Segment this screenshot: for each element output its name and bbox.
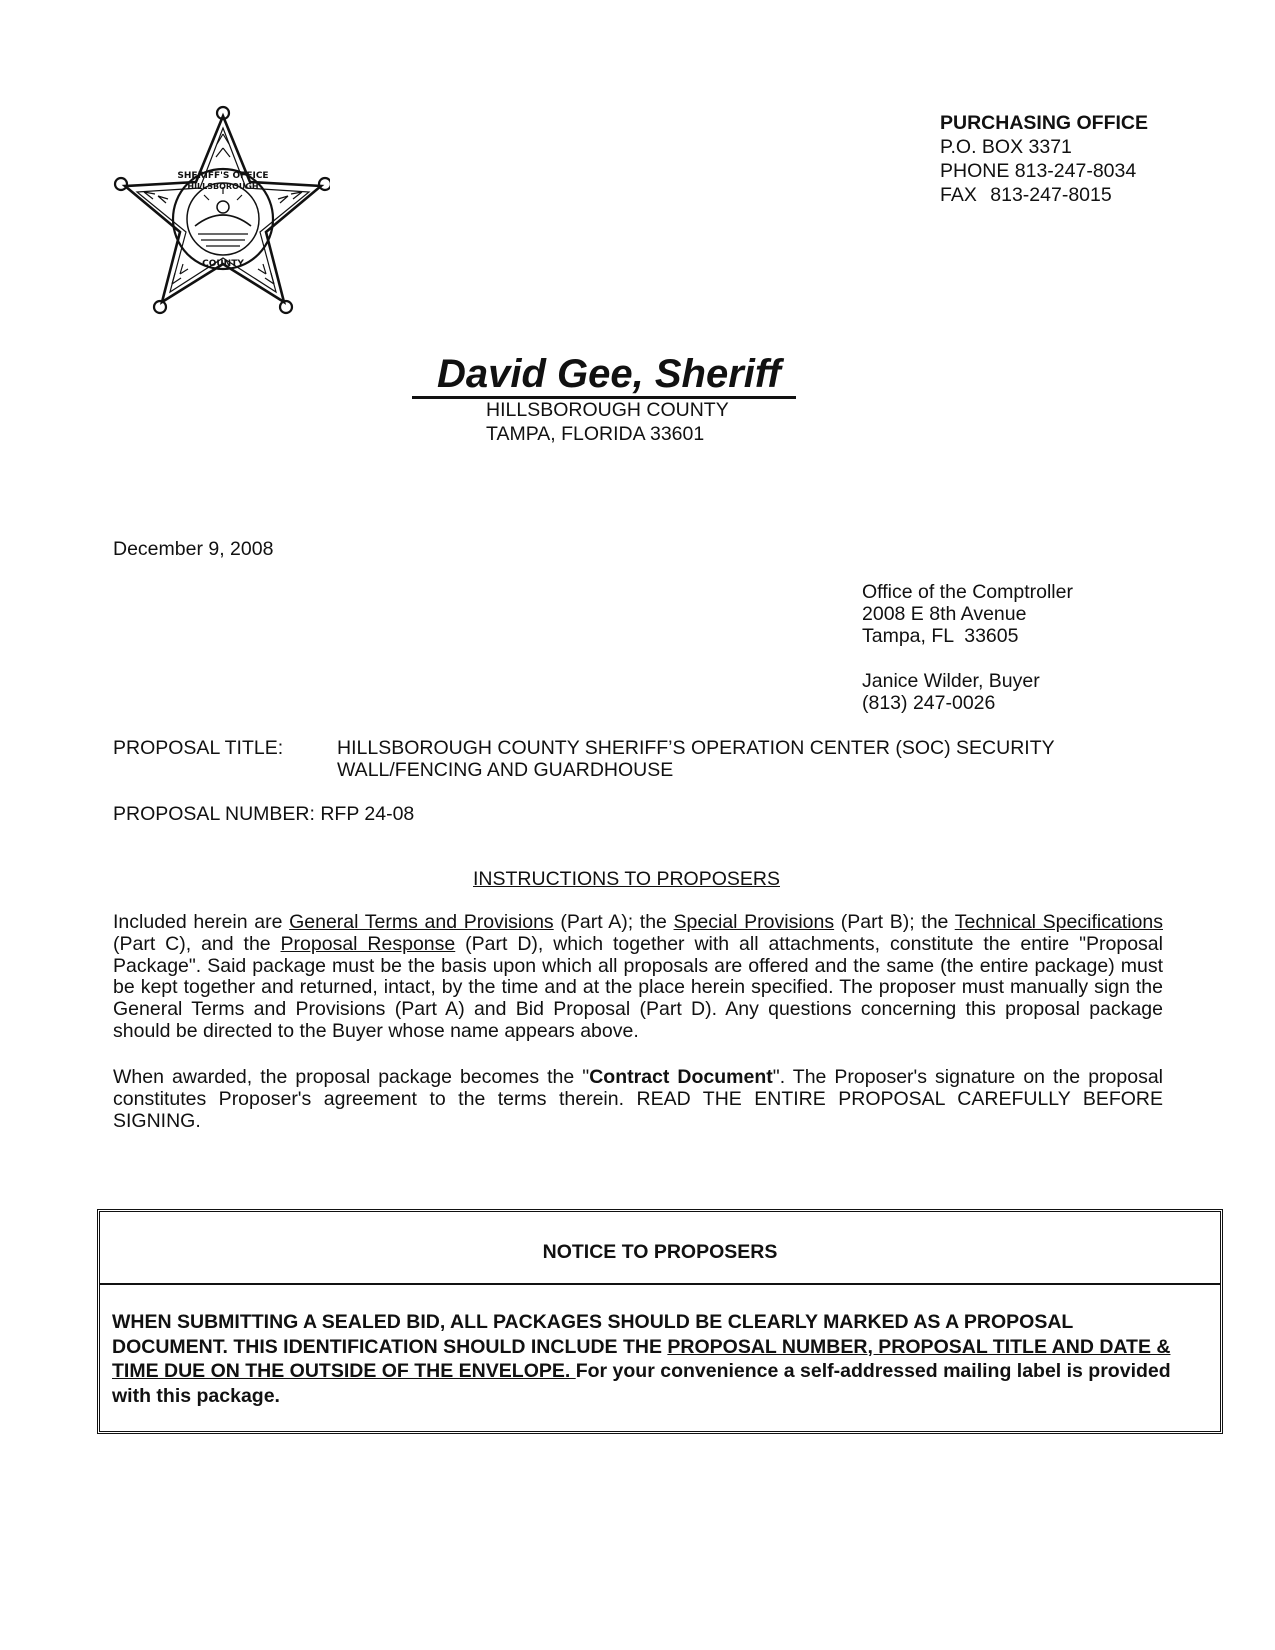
po-box: P.O. BOX 3371 [940,136,1072,158]
contract-document-term: Contract Document [589,1066,773,1088]
notice-title: NOTICE TO PROPOSERS [542,1241,778,1263]
seal-text-bottom: COUNTY [202,259,244,269]
buyer-name: Janice Wilder, Buyer [862,670,1040,692]
comptroller-line-1: Office of the Comptroller [862,581,1073,603]
comptroller-line-2: 2008 E 8th Avenue [862,603,1027,625]
proposal-number: RFP 24-08 [320,803,415,825]
text-run: WHEN SUBMITTING A SEALED BID, ALL PACKAGES SHOULD BE CLEARLY MARKED AS A PROPOSAL DOCUMENT. THIS IDENTIFICATION SHOULD INCLUDE THE [112,1311,1073,1358]
proposal-number-label: PROPOSAL NUMBER: [113,803,315,825]
notice-body [112,1310,1180,1408]
general-terms-ref: General Terms and Provisions [289,911,554,933]
text-run: ". The Proposer's signature on the proposal constitutes Proposer's agreement to the terms therein. READ THE ENTIRE PROPOSAL CAREFULLY BEFORE SIGNING. [113,1066,1163,1132]
text-run: (Part D), which together with all attachments, constitute the entire "Proposal Package". Said package must be the basis upon which all proposals are offered and the same (the entire package) must be kept together and returned, intact, by the time and at the place herein specified. The proposer must manually sign the General Terms and Provisions (Part A) and Bid Proposal (Part D). Any questions concerning this proposal package should be directed to the Buyer whose name appears above. [113,932,1163,1042]
technical-specifications-ref: Technical Specifications [954,911,1163,933]
instructions-heading: INSTRUCTIONS TO PROPOSERS [473,868,780,890]
text-run: Included herein are [113,911,290,933]
proposal-title [337,737,1137,781]
buyer-contact [862,670,1040,714]
proposal-title-line-1: HILLSBOROUGH COUNTY SHERIFF’S OPERATION CENTER (SOC) SECURITY [337,737,1055,759]
city-state-zip: TAMPA, FLORIDA 33601 [486,423,705,445]
special-provisions-ref: Special Provisions [673,911,835,933]
sheriff-star-badge [106,104,330,326]
county-name: HILLSBOROUGH COUNTY [486,399,729,421]
instructions-paragraph-1 [113,912,1163,1043]
instructions-paragraph-2 [113,1067,1163,1132]
sheriff-name: David Gee, Sheriff [437,352,781,396]
fax-number: FAX 813-247-8015 [940,184,1112,206]
proposal-title-line-2: WALL/FENCING AND GUARDHOUSE [337,759,674,781]
text-run: (Part A); the [553,911,674,933]
letterhead-address [486,398,729,446]
text-run: When awarded, the proposal package becomes the " [113,1066,590,1088]
comptroller-line-3: Tampa, FL 33605 [862,625,1019,647]
text-run: (Part B); the [834,911,955,933]
seal-text-middle: HILLSBOROUGH [187,182,259,191]
seal-text-top: SHERIFF'S OFFICE [177,171,269,181]
comptroller-address [862,581,1073,647]
text-run: For your convenience a self-addressed mailing label is provided with this package. [112,1360,1171,1407]
notice-divider [100,1283,1220,1285]
proposal-number-row [113,803,414,825]
text-run: (Part C), and the [113,932,281,955]
phone-number: PHONE 813-247-8034 [940,160,1137,182]
notice-box [97,1209,1223,1434]
proposal-response-ref: Proposal Response [280,932,456,955]
purchasing-office-heading: PURCHASING OFFICE [940,112,1149,134]
proposal-title-label: PROPOSAL TITLE: [113,737,284,759]
purchasing-office-block [940,111,1240,207]
sheriff-title [412,350,802,400]
letter-date: December 9, 2008 [113,538,274,560]
notice-underlined-requirement: PROPOSAL NUMBER, PROPOSAL TITLE AND DATE & TIME DUE ON THE OUTSIDE OF THE ENVELOPE. [112,1335,1171,1382]
buyer-phone: (813) 247-0026 [862,692,996,714]
